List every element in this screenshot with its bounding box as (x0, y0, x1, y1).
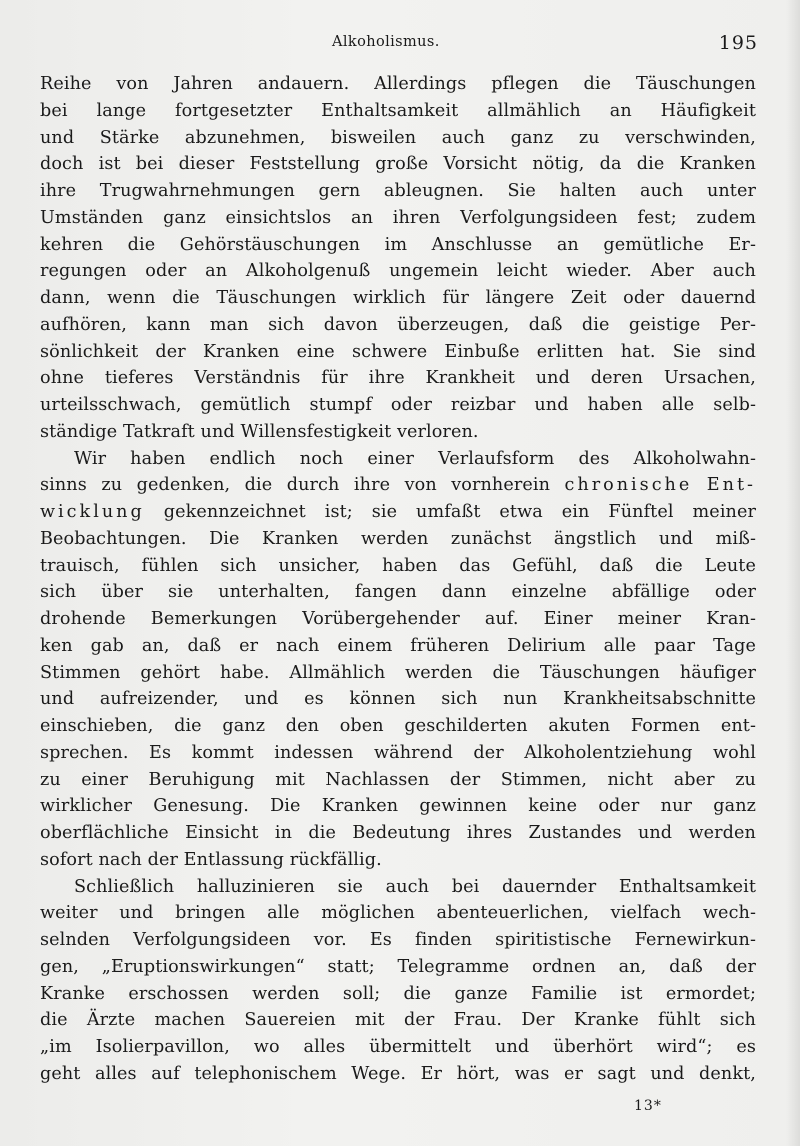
text-line: zu einer Beruhigung mit Nachlassen der Stimmen, nicht aber zu (40, 769, 756, 790)
text-line: sönlichkeit der Kranken eine schwere Einbuße erlitten hat. Sie sind (40, 341, 756, 362)
text-line-emphasis (40, 499, 756, 526)
text-line: Kranke erschossen werden soll; die ganze Familie ist ermordet; (40, 983, 756, 1004)
text-fragment (692, 475, 706, 495)
page-edge-shadow (786, 0, 800, 1146)
emphasized-word: chronische (564, 475, 693, 496)
text-line: selnden Verfolgungsideen vor. Es finden spiritistische Fernewirkun- (40, 930, 756, 950)
text-fragment: gekennzeichnet ist; sie umfaßt etwa ein Fünftel meiner (144, 502, 756, 522)
body-text (40, 71, 756, 1088)
text-line: doch ist bei dieser Feststellung große Vorsicht nötig, da die Kranken (40, 154, 756, 175)
text-line: weiter und bringen alle möglichen abenteuerlichen, vielfach wech- (40, 903, 756, 924)
signature-mark: 13* (634, 1098, 662, 1114)
text-fragment: sinns zu gedenken, die durch ihre von vornherein (40, 475, 565, 496)
running-head: Alkoholismus. (332, 34, 440, 50)
text-line: und Stärke abzunehmen, bisweilen auch ganz zu verschwinden, (40, 127, 756, 148)
text-line: ken gab an, daß er nach einem früheren Delirium alle paar Tage (40, 635, 756, 656)
text-line: gen, „Eruptionswirkungen“ statt; Telegramme ordnen an, daß der (40, 956, 756, 977)
paragraph-start-line: Schließlich halluzinieren sie auch bei dauernder Enthaltsamkeit (74, 876, 756, 897)
text-line: wirklicher Genesung. Die Kranken gewinnen keine oder nur ganz (40, 796, 756, 817)
paragraph-start-line: Wir haben endlich noch einer Verlaufsform des Alkoholwahn- (74, 448, 756, 469)
text-line: trauisch, fühlen sich unsicher, haben das Gefühl, daß die Leute (40, 555, 756, 576)
text-line: kehren die Gehörstäuschungen im Anschlusse an gemütliche Er- (40, 234, 756, 255)
emphasized-word: wicklung (40, 502, 145, 522)
text-line: sich über sie unterhalten, fangen dann einzelne abfällige oder (40, 582, 756, 603)
text-line: einschieben, die ganz den oben geschilderten akuten Formen ent- (40, 716, 756, 736)
text-line: ihre Trugwahrnehmungen gern ableugnen. Sie halten auch unter (40, 181, 756, 201)
text-line-emphasis (40, 472, 756, 499)
text-line: und aufreizender, und es können sich nun Krankheitsabschnitte (40, 689, 756, 710)
text-line: regungen oder an Alkoholgenuß ungemein leicht wieder. Aber auch (40, 261, 756, 282)
paragraph-end-line: sofort nach der Entlassung rückfällig. (40, 849, 382, 870)
text-line: Umständen ganz einsichtslos an ihren Verfolgungsideen fest; zudem (40, 207, 756, 228)
text-line: „im Isolierpavillon, wo alles übermittelt und überhört wird“; es (40, 1037, 756, 1057)
page-number: 195 (718, 32, 758, 54)
paragraph-end-line: ständige Tatkraft und Willensfestigkeit verloren. (40, 421, 479, 442)
text-line: die Ärzte machen Sauereien mit der Frau. Der Kranke fühlt sich (40, 1010, 756, 1031)
emphasized-word: Ent- (706, 475, 756, 496)
text-line: geht alles auf telephonischem Wege. Er hört, was er sagt und denkt, (40, 1063, 756, 1084)
text-line: urteilsschwach, gemütlich stumpf oder reizbar und haben alle selb- (40, 395, 756, 415)
text-line: sprechen. Es kommt indessen während der Alkoholentziehung wohl (40, 742, 756, 763)
text-line: Stimmen gehört habe. Allmählich werden die Täuschungen häufiger (40, 662, 756, 683)
text-line: ohne tieferes Verständnis für ihre Krankheit und deren Ursachen, (40, 368, 756, 389)
text-line: Reihe von Jahren andauern. Allerdings pflegen die Täuschungen (40, 74, 756, 94)
text-line: drohende Bemerkungen Vorübergehender auf. Einer meiner Kran- (40, 609, 756, 629)
text-line: bei lange fortgesetzter Enthaltsamkeit allmählich an Häufigkeit (40, 100, 756, 121)
page-header (42, 32, 758, 56)
text-line: aufhören, kann man sich davon überzeugen, daß die geistige Per- (40, 314, 756, 335)
text-line: Beobachtungen. Die Kranken werden zunächst ängstlich und miß- (40, 528, 756, 549)
text-line: dann, wenn die Täuschungen wirklich für längere Zeit oder dauernd (40, 288, 756, 308)
text-line: oberflächliche Einsicht in die Bedeutung ihres Zustandes und werden (40, 823, 756, 843)
